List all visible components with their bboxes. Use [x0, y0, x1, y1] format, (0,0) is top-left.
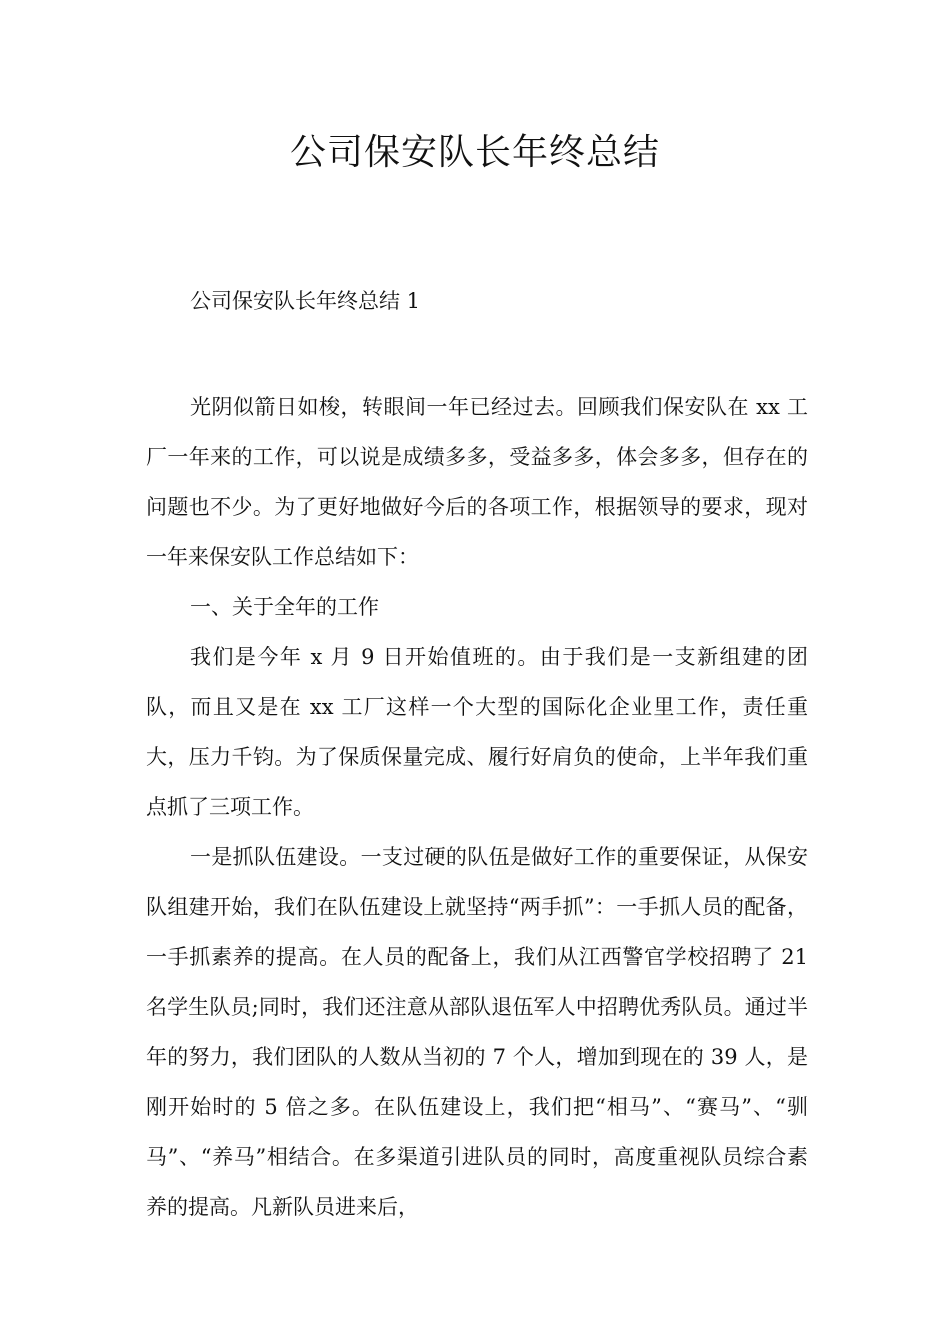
section-heading-1: 一、关于全年的工作	[190, 595, 379, 619]
document-body	[146, 382, 808, 1232]
paragraph-intro: 光阴似箭日如梭，转眼间一年已经过去。回顾我们保安队在 xx 工厂一年来的工作，可以说是成绩多多，受益多多，体会多多，但存在的问题也不少。为了更好地做好今后的各项工作，根据领导的要求，现对一年来保安队工作总结如下：	[146, 395, 808, 569]
paragraph-team-building: 一是抓队伍建设。一支过硬的队伍是做好工作的重要保证，从保安队组建开始，我们在队伍建设上就坚持“两手抓”：一手抓人员的配备，一手抓素养的提高。在人员的配备上，我们从江西警官学校招聘了 21 名学生队员;同时，我们还注意从部队退伍军人中招聘优秀队员。通过半年的努力，我们团队的人数从当初的 7 个人，增加到现在的 39 人，是刚开始时的 5 倍之多。在队伍建设上，我们把“相马”、“赛马”、“驯马”、“养马”相结合。在多渠道引进队员的同时，高度重视队员综合素养的提高。凡新队员进来后，	[146, 845, 808, 1219]
paragraph-start-duty: 我们是今年 x 月 9 日开始值班的。由于我们是一支新组建的团队，而且又是在 xx 工厂这样一个大型的国际化企业里工作，责任重大，压力千钧。为了保质保量完成、履行好肩负的使命，上半年我们重点抓了三项工作。	[146, 645, 808, 819]
document-title: 公司保安队长年终总结	[289, 132, 660, 173]
section-subtitle: 公司保安队长年终总结 1	[190, 289, 421, 313]
